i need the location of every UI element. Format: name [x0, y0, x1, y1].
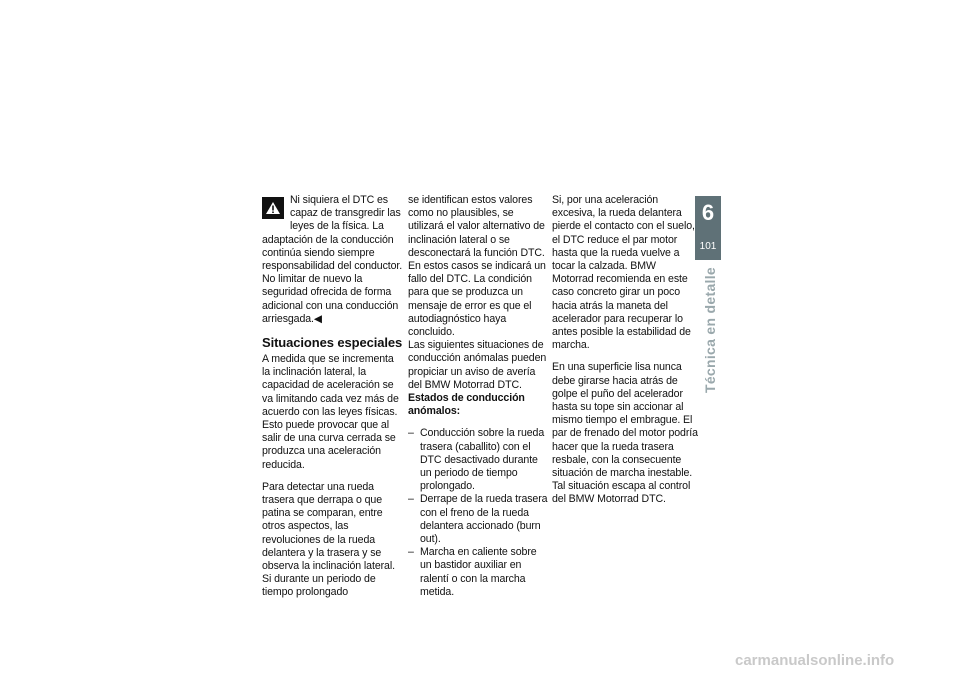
page-number: 101	[699, 241, 717, 252]
list-item: – Marcha en caliente sobre un bastidor auxiliar en ralentí o con la marcha metida.	[408, 546, 550, 599]
text-column-3	[552, 194, 698, 516]
paragraph: En una superficie lisa nunca debe girarse hacia atrás de golpe el puño del acelerador hasta su tope sin accionar al mismo tiempo el embrague. El par de frenado del motor podría hacer que la rueda trasera resbale, con la consecuente situación de marcha inestable. Tal situación escapa al control del BMW Motorrad DTC.	[552, 361, 698, 506]
end-mark-icon: ◀	[313, 312, 322, 325]
paragraph: A medida que se incrementa la inclinación lateral, la capacidad de aceleración se va limitando cada vez más de acuerdo con las leyes físicas. Esto puede provocar que al salir de una curva cerrada se produzca una aceleración reducida.	[262, 353, 399, 471]
text-column-2	[408, 194, 550, 599]
list-item: – Conducción sobre la rueda trasera (caballito) con el DTC desactivado durante un periodo de tiempo prolongado.	[408, 427, 550, 493]
warning-text-2: No limitar de nuevo la seguridad ofrecida de forma adicional con una conducción arriesgada.◀	[262, 273, 399, 325]
section-heading: Situaciones especiales	[262, 335, 403, 351]
paragraph: Para detectar una rueda trasera que derrapa o que patina se comparan, entre otros aspectos, las revoluciones de la rueda delantera y la trasera y se observa la inclinación lateral. Si durante un periodo de tiempo prolongado	[262, 480, 395, 599]
warning-triangle-icon	[262, 197, 284, 219]
warning-block	[262, 194, 404, 326]
paragraph: Si, por una aceleración excesiva, la rueda delantera pierde el contacto con el suelo, el DTC reduce el par motor hasta que la rueda vuelve a tocar la calzada. BMW Motorrad recomienda en este caso concreto girar un poco hacia atrás la maneta del acelerador para recuperar lo antes posible la estabilidad de marcha.	[552, 194, 695, 352]
section-title-vertical: Técnica en detalle	[702, 266, 718, 394]
watermark: carmanualsonline.info	[735, 652, 895, 669]
anomaly-list	[408, 427, 550, 599]
subheading: Estados de conducción anómalos:	[408, 392, 525, 418]
warning-text: Ni siquiera el DTC es capaz de transgredir las leyes de la física. La adaptación de la conducción continúa siendo siempre responsabilidad del conductor.	[262, 194, 403, 273]
text-column-1	[262, 194, 404, 609]
paragraph: se identifican estos valores como no plausibles, se utilizará el valor alternativo de inclinación lateral o se desconectará la función DTC. En estos casos se indicará un fallo del DTC. La condición para que se produzca un mensaje de error es que el autodiagnóstico haya concluido.	[408, 194, 546, 339]
list-item: – Derrape de la rueda trasera con el freno de la rueda delantera accionado (burn out).	[408, 493, 550, 546]
paragraph: Las siguientes situaciones de conducción anómalas pueden propiciar un aviso de avería del BMW Motorrad DTC.	[408, 339, 547, 391]
chapter-number: 6	[701, 200, 715, 225]
